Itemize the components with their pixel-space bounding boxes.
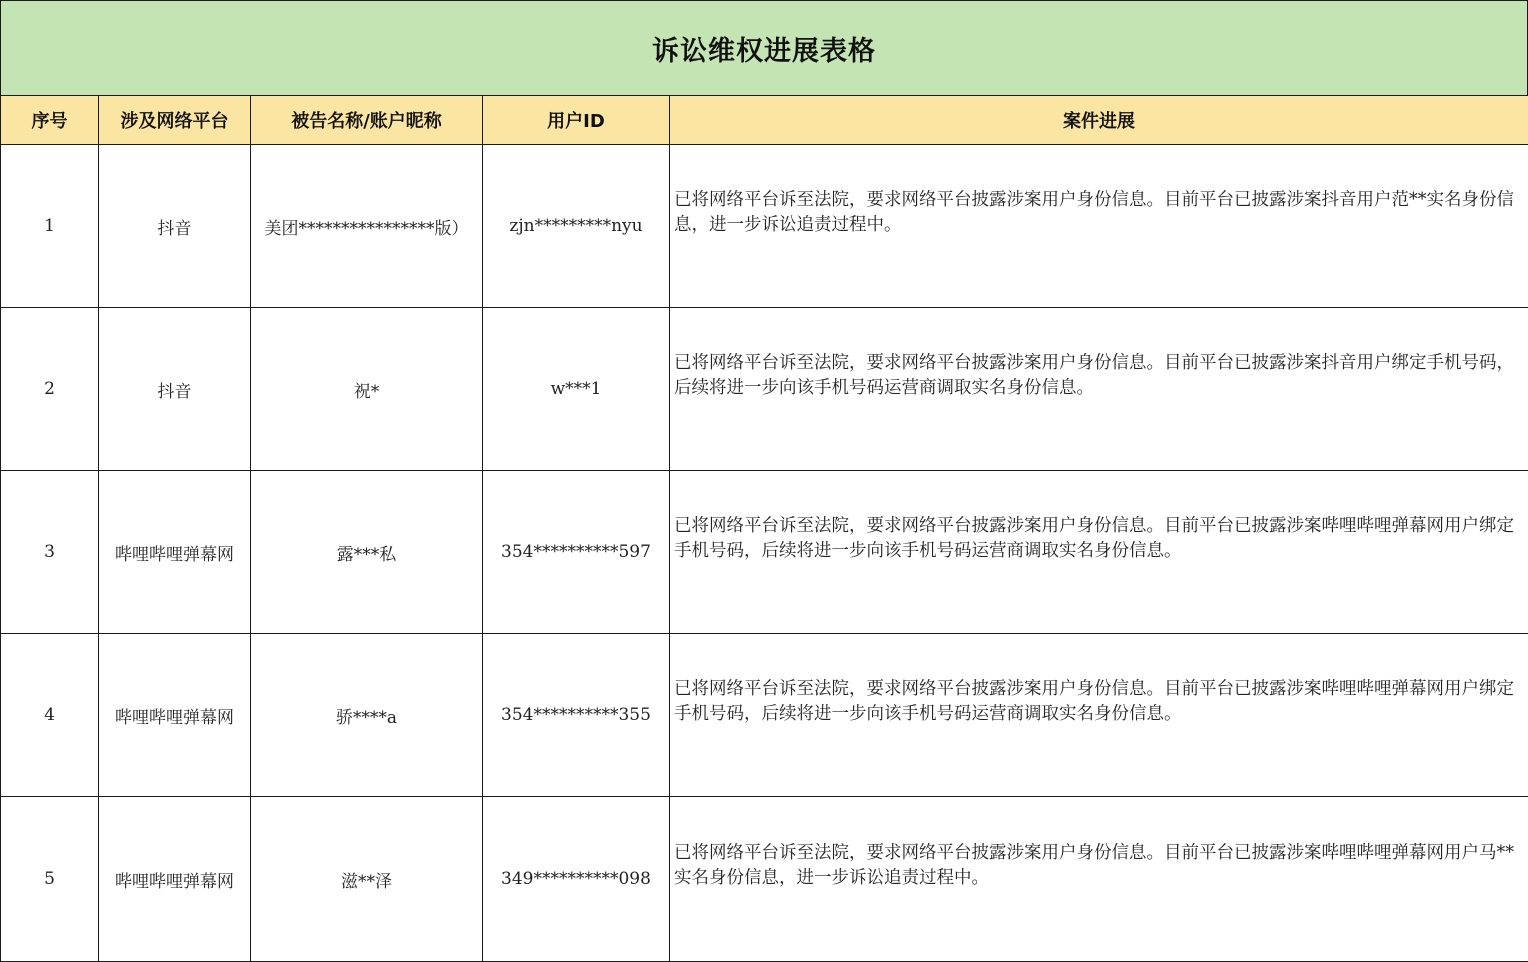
- cell-user-id[interactable]: w***1: [483, 308, 670, 471]
- cell-user-id[interactable]: 349**********098: [483, 797, 670, 962]
- cell-user-id[interactable]: zjn*********nyu: [483, 145, 670, 308]
- cell-defendant[interactable]: 祝*: [251, 308, 483, 471]
- cell-no[interactable]: 1: [1, 145, 99, 308]
- cell-user-id[interactable]: 354**********597: [483, 471, 670, 634]
- column-header-progress[interactable]: 案件进展: [670, 96, 1528, 145]
- cell-defendant[interactable]: 滋**泽: [251, 797, 483, 962]
- progress-text: 已将网络平台诉至法院，要求网络平台披露涉案用户身份信息。目前平台已披露涉案抖音用户范**实名身份信息，进一步诉讼追责过程中。: [674, 188, 1518, 238]
- column-header-platform[interactable]: 涉及网络平台: [99, 96, 251, 145]
- cell-defendant[interactable]: 露***私: [251, 471, 483, 634]
- table-row: [1, 634, 1528, 797]
- header-row: [1, 96, 1528, 145]
- cell-no[interactable]: 5: [1, 797, 99, 962]
- cell-no[interactable]: 2: [1, 308, 99, 471]
- column-header-defendant[interactable]: 被告名称/账户昵称: [251, 96, 483, 145]
- title-cell[interactable]: [0, 0, 1528, 96]
- cell-defendant[interactable]: 骄****a: [251, 634, 483, 797]
- progress-text: 已将网络平台诉至法院，要求网络平台披露涉案用户身份信息。目前平台已披露涉案哔哩哔哩弹幕网用户绑定手机号码，后续将进一步向该手机号码运营商调取实名身份信息。: [674, 514, 1518, 564]
- table-row: [1, 471, 1528, 634]
- cell-platform[interactable]: 抖音: [99, 308, 251, 471]
- cell-platform[interactable]: 哔哩哔哩弹幕网: [99, 634, 251, 797]
- cell-user-id[interactable]: 354**********355: [483, 634, 670, 797]
- cell-progress[interactable]: [670, 145, 1528, 308]
- cell-no[interactable]: 4: [1, 634, 99, 797]
- cell-defendant[interactable]: 美团****************版）: [251, 145, 483, 308]
- table-row: [1, 797, 1528, 962]
- progress-text: 已将网络平台诉至法院，要求网络平台披露涉案用户身份信息。目前平台已披露涉案抖音用户绑定手机号码，后续将进一步向该手机号码运营商调取实名身份信息。: [674, 351, 1518, 401]
- cell-progress[interactable]: [670, 308, 1528, 471]
- progress-text: 已将网络平台诉至法院，要求网络平台披露涉案用户身份信息。目前平台已披露涉案哔哩哔哩弹幕网用户马**实名身份信息，进一步诉讼追责过程中。: [674, 841, 1518, 891]
- cell-progress[interactable]: [670, 471, 1528, 634]
- case-progress-table: [0, 95, 1528, 962]
- table-row: [1, 145, 1528, 308]
- cell-no[interactable]: 3: [1, 471, 99, 634]
- sheet-title: 诉讼维权进展表格: [652, 29, 876, 68]
- cell-platform[interactable]: 抖音: [99, 145, 251, 308]
- cell-progress[interactable]: [670, 797, 1528, 962]
- cell-progress[interactable]: [670, 634, 1528, 797]
- cell-platform[interactable]: 哔哩哔哩弹幕网: [99, 471, 251, 634]
- column-header-user-id[interactable]: 用户ID: [483, 96, 670, 145]
- table-row: [1, 308, 1528, 471]
- column-header-no[interactable]: 序号: [1, 96, 99, 145]
- progress-text: 已将网络平台诉至法院，要求网络平台披露涉案用户身份信息。目前平台已披露涉案哔哩哔哩弹幕网用户绑定手机号码，后续将进一步向该手机号码运营商调取实名身份信息。: [674, 677, 1518, 727]
- cell-platform[interactable]: 哔哩哔哩弹幕网: [99, 797, 251, 962]
